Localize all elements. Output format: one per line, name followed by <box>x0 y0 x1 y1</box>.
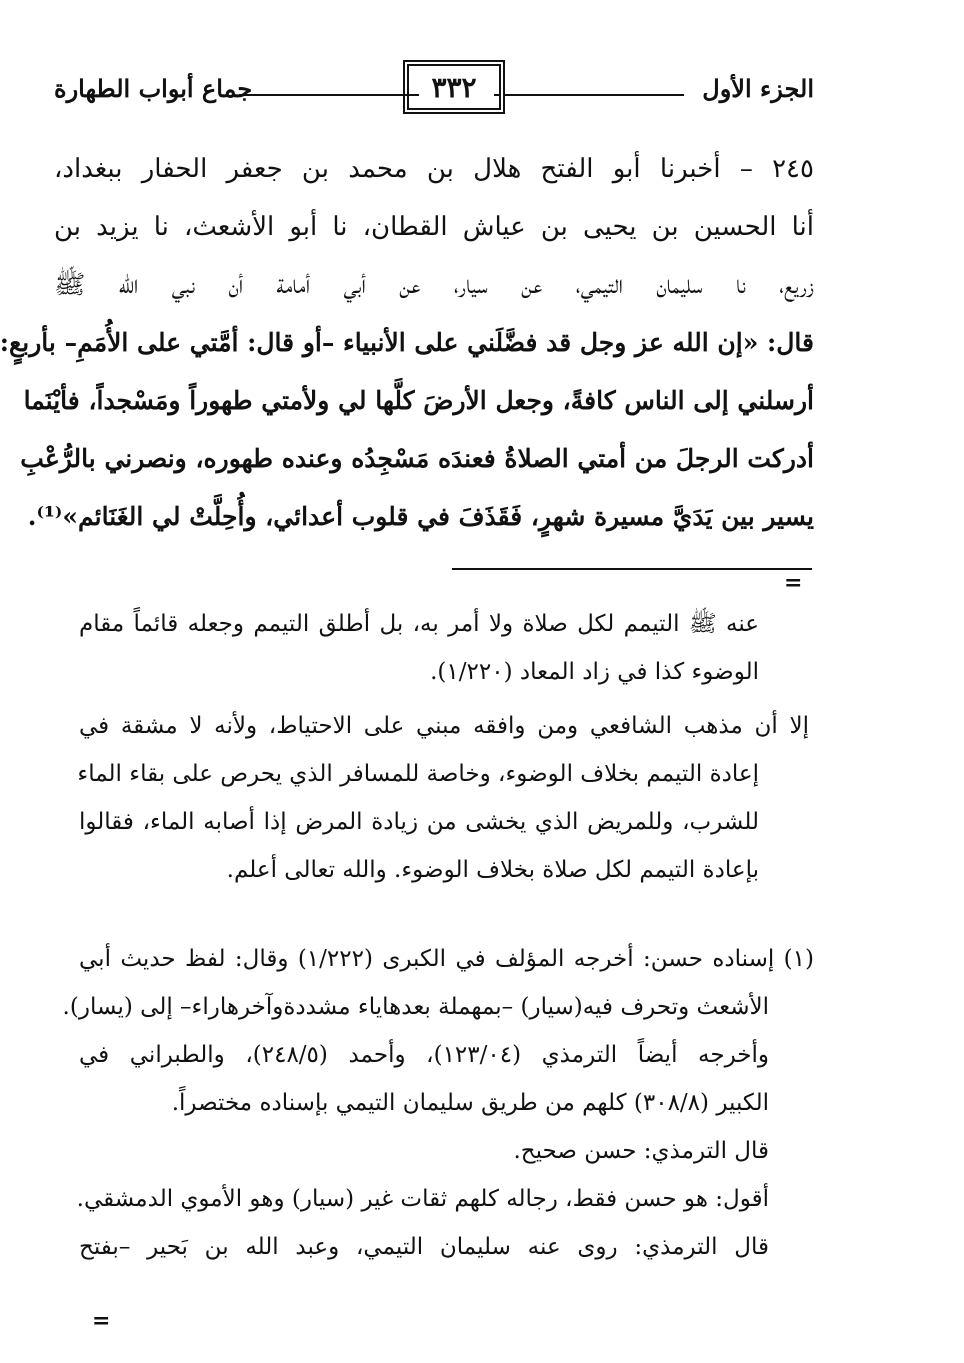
note-line: الوضوء كذا في زاد المعاد (١/٢٢٠). <box>430 659 759 685</box>
note-line: بإعادة التيمم لكل صلاة بخلاف الوضوء. والله تعالى أعلم. <box>226 857 759 883</box>
note-line: للشرب، وللمريض الذي يخشى من زيادة المرض إذا أصابه الماء، فقالوا <box>79 809 759 835</box>
footnote-line: الكبير (٣٠٨/٨) كلهم من طريق سليمان التيمي بإسناده مختصراً. <box>171 1090 769 1116</box>
text-line: زريع، نا سليمان التيمي، عن سيار، عن أبي أمامة أن نبي الله ﷺ <box>54 270 814 300</box>
header-rule-right <box>494 94 684 96</box>
chapter-title: جماع أبواب الطهارة <box>54 74 253 103</box>
footnote-line: الأشعث وتحرف فيه(سيار) –بمهملة بعدهاياء مشددةوآخرهاراء– إلى (يسار). <box>62 994 769 1020</box>
main-text <box>0 140 814 546</box>
text-line: قال: «إن الله عز وجل قد فضَّلَني على الأنبياء –أو قال: أمَّتي على الأُمَمِ– بأربعٍ: <box>0 328 814 357</box>
footnote-1 <box>62 935 814 1271</box>
continued-footnote <box>77 600 809 894</box>
text-line: ٢٤٥ – أخبرنا أبو الفتح هلال بن محمد بن جعفر الحفار ببغداد، <box>54 154 814 184</box>
note-line: إعادة التيمم بخلاف الوضوء، وخاصة للمسافر الذي يحرص على بقاء الماء <box>77 761 759 787</box>
header-rule-left <box>239 94 419 96</box>
footnote-line: (١) إسناده حسن: أخرجه المؤلف في الكبرى (١/٢٢٢) وقال: لفظ حديث أبي <box>79 946 814 972</box>
note-line: إلا أن مذهب الشافعي ومن وافقه مبني على الاحتياط، ولأنه لا مشقة في <box>79 713 809 739</box>
footnote-line: أقول: هو حسن فقط، رجاله كلهم ثقات غير (سيار) وهو الأموي الدمشقي. <box>76 1186 769 1212</box>
continuation-mark-top: = <box>784 570 803 596</box>
footnote-line: وأخرجه أيضاً الترمذي (١٢٣/٠٤)، وأحمد (٢٤٨/٥)، والطبراني في <box>79 1042 770 1068</box>
footnote-separator <box>452 568 812 570</box>
text-line: أرسلني إلى الناس كافةً، وجعل الأرضَ كلَّها لي ولأمتي طهوراً ومَسْجداً، فأيْنَما <box>23 386 814 415</box>
footnote-line: قال الترمذي: حسن صحيح. <box>513 1138 769 1164</box>
volume-label: الجزء الأول <box>702 74 814 103</box>
continuation-mark-bottom: = <box>92 1308 111 1334</box>
page-number-box <box>407 64 501 110</box>
page-number: ٣٣٢ <box>431 70 477 104</box>
running-header <box>54 62 814 122</box>
text-line: أنا الحسين بن يحيى بن عياش القطان، نا أبو الأشعث، نا يزيد بن <box>54 212 814 242</box>
note-line: عنه ﷺ التيمم لكل صلاة ولا أمر به، بل أطلق التيمم وجعله قائماً مقام <box>79 611 759 637</box>
text-line: أدركت الرجلَ من أمتي الصلاةُ فعندَه مَسْجِدُه وعنده طهوره، ونصرني بالرُّعْبِ <box>20 444 814 473</box>
text-line: يسير بين يَدَيَّ مسيرة شهرٍ، فَقَذَفَ في قلوب أعدائي، وأُحِلَّتْ لي الغَنَائم»⁽¹⁾. <box>27 502 814 531</box>
footnote-line: قال الترمذي: روى عنه سليمان التيمي، وعبد الله بن بَحير –بفتح <box>79 1234 769 1260</box>
